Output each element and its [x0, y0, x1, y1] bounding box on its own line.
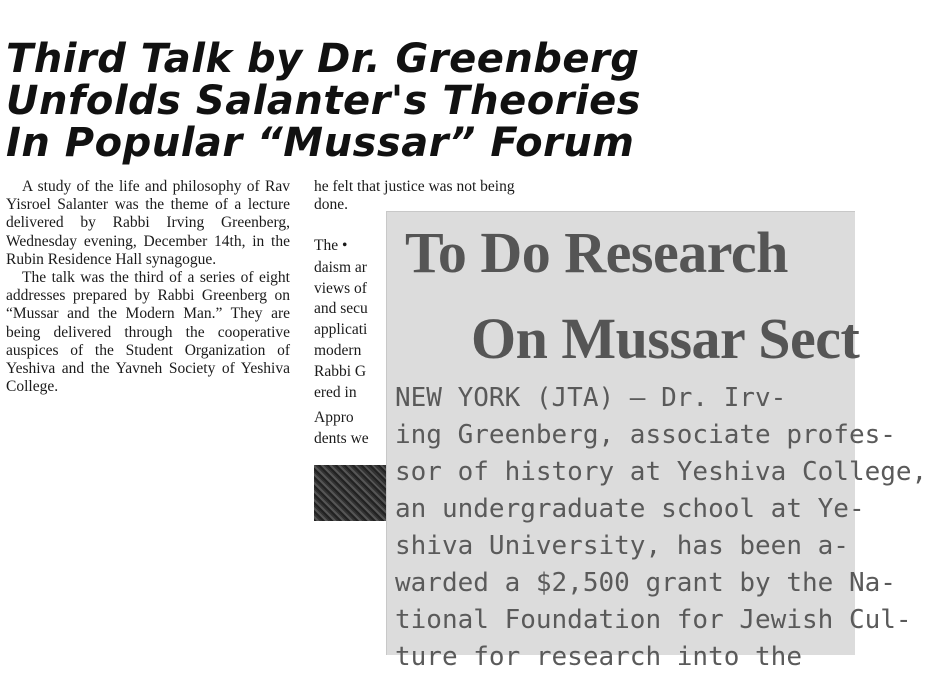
- paragraph-1: A study of the life and philosophy of Rav Yisroel Salanter was the theme of a lecture delivered by Rabbi Irving Greenberg, Wednesday evening, December 14th, in the Rubin Residence Hall synagogue.: [6, 178, 290, 268]
- column-fragment: views of: [314, 280, 367, 297]
- article-column-1: [6, 178, 290, 396]
- column-fragment: ered in: [314, 384, 357, 401]
- body-line: an undergraduate school at Ye-: [395, 494, 865, 524]
- column-2-line-1: he felt that justice was not being: [314, 178, 515, 195]
- article-column-2: [314, 178, 600, 214]
- article-headline: [6, 36, 642, 166]
- column-fragment: Appro: [314, 409, 354, 426]
- column-fragment: The •: [314, 237, 348, 254]
- body-line: NEW YORK (JTA) — Dr. Irv-: [395, 383, 787, 413]
- column-fragment: dents we: [314, 430, 369, 447]
- column-fragment: modern: [314, 342, 362, 359]
- column-fragment: Rabbi G: [314, 363, 367, 380]
- body-line: ture for research into the: [395, 642, 802, 672]
- halftone-photo: [314, 465, 386, 521]
- body-line: shiva University, has been a-: [395, 531, 849, 561]
- body-line: sor of history at Yeshiva College,: [395, 457, 927, 487]
- clipping-2-body: [395, 380, 927, 676]
- newspaper-clipping-2: [386, 211, 927, 672]
- column-fragment: and secu: [314, 300, 368, 317]
- paragraph-2: The talk was the third of a series of eight addresses prepared by Rabbi Greenberg on “Mussar and the Modern Man.” They are being delivered through the cooperative auspices of the Student Organization of Yeshiva and the Yavneh Society of Yeshiva College.: [6, 269, 290, 396]
- clipping-2-headline-2: On Mussar Sect: [471, 306, 860, 371]
- headline-line-2: Unfolds Salanter's Theories: [6, 78, 642, 124]
- body-line: ing Greenberg, associate profes-: [395, 420, 896, 450]
- clipping-2-headline-1: To Do Research: [405, 220, 788, 285]
- headline-line-1: Third Talk by Dr. Greenberg: [6, 36, 640, 82]
- column-fragment: daism ar: [314, 259, 367, 276]
- column-2-line-2: done.: [314, 196, 349, 214]
- body-line: tional Foundation for Jewish Cul-: [395, 605, 912, 635]
- body-line: warded a $2,500 grant by the Na-: [395, 568, 896, 598]
- column-fragment: applicati: [314, 321, 368, 338]
- headline-line-3: In Popular “Mussar” Forum: [6, 120, 635, 166]
